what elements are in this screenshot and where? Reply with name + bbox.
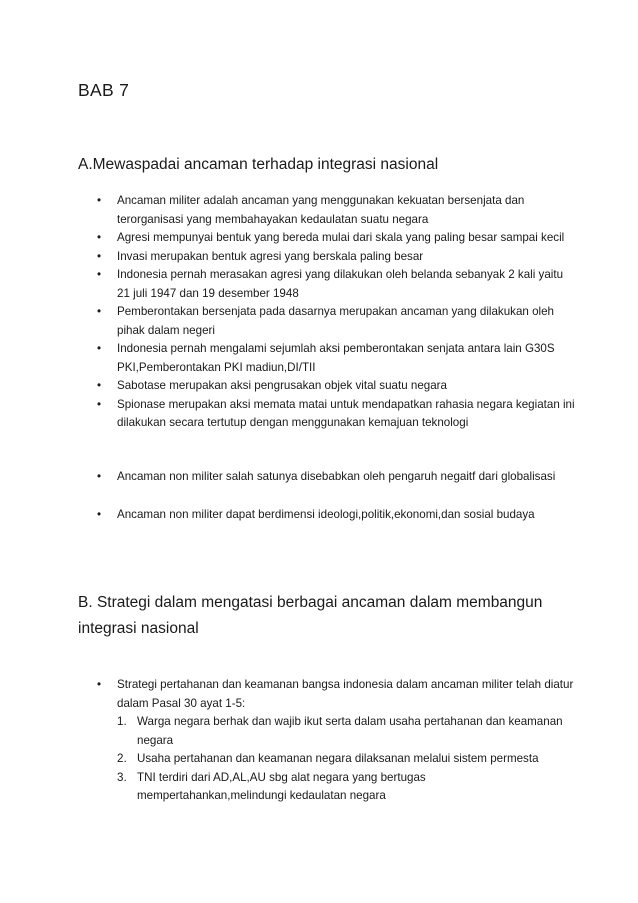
list-item: • Invasi merupakan bentuk agresi yang berskala paling besar xyxy=(97,248,577,267)
bullet-icon: • xyxy=(97,379,102,392)
item-number: 3. xyxy=(117,770,127,784)
numbered-item: 2. Usaha pertahanan dan keamanan negara dilaksanan melalui sistem permesta xyxy=(117,750,577,769)
numbered-item: 3. TNI terdiri dari AD,AL,AU sbg alat negara yang bertugas mempertahankan,melindungi kedaulatan negara xyxy=(117,770,426,802)
bullet-icon: • xyxy=(97,508,102,521)
list-item: • Spionase merupakan aksi memata matai untuk mendapatkan rahasia negara kegiatan ini dilakukan secara tertutup dengan menggunakan kemajuan teknologi xyxy=(97,397,575,429)
list-item xyxy=(97,676,577,806)
bullet-icon: • xyxy=(97,397,102,411)
list-item: • Ancaman militer adalah ancaman yang menggunakan kekuatan bersenjata dan terorganisasi yang membahayakan kedaulatan suatu negara xyxy=(97,194,525,226)
bullet-icon: • xyxy=(97,249,102,263)
list-item: • Agresi mempunyai bentuk yang bereda mulai dari skala yang paling besar sampai kecil xyxy=(97,229,577,248)
bullet-icon: • xyxy=(97,194,102,207)
section-a-bullet-list-2 xyxy=(97,468,577,487)
chapter-title: BAB 7 xyxy=(78,80,130,100)
item-number: 1. xyxy=(117,715,127,728)
list-item: • Ancaman non militer dapat berdimensi ideologi,politik,ekonomi,dan sosial budaya xyxy=(97,506,577,525)
section-a-heading: A.Mewaspadai ancaman terhadap integrasi nasional xyxy=(78,156,439,173)
list-item: • Pemberontakan bersenjata pada dasarnya merupakan ancaman yang dilakukan oleh pihak dalam negeri xyxy=(97,305,554,337)
item-number: 2. xyxy=(117,752,127,765)
list-item: • Indonesia pernah mengalami sejumlah aksi pemberontakan senjata antara lain G30S PKI,Pemberontakan PKI madiun,DI/TII xyxy=(97,342,555,374)
section-a-bullet-list-3 xyxy=(97,506,577,525)
section-a-bullet-list xyxy=(97,192,577,433)
list-item-text: Strategi pertahanan dan keamanan bangsa indonesia dalam ancaman militer telah diatur dalam Pasal 30 ayat 1-5: xyxy=(117,678,574,710)
list-item: • Sabotase merupakan aksi pengrusakan objek vital suatu negara xyxy=(97,377,577,396)
bullet-icon: • xyxy=(97,305,102,318)
list-item: • Ancaman non militer salah satunya disebabkan oleh pengaruh negaitf dari globalisasi xyxy=(97,468,577,487)
bullet-icon: • xyxy=(97,678,102,691)
list-item: • Indonesia pernah merasakan agresi yang dilakukan oleh belanda sebanyak 2 kali yaitu 21 juli 1947 dan 19 desember 1948 xyxy=(97,268,564,300)
section-b-heading: B. Strategi dalam mengatasi berbagai ancaman dalam membangun integrasi nasional xyxy=(78,594,543,637)
bullet-icon: • xyxy=(97,268,102,281)
numbered-sub-list xyxy=(117,713,577,806)
bullet-icon: • xyxy=(97,470,102,483)
section-b-bullet-list xyxy=(97,676,577,806)
numbered-item: 1. Warga negara berhak dan wajib ikut serta dalam usaha pertahanan dan keamanan negara xyxy=(117,715,563,747)
bullet-icon: • xyxy=(97,342,102,355)
bullet-icon: • xyxy=(97,231,102,244)
